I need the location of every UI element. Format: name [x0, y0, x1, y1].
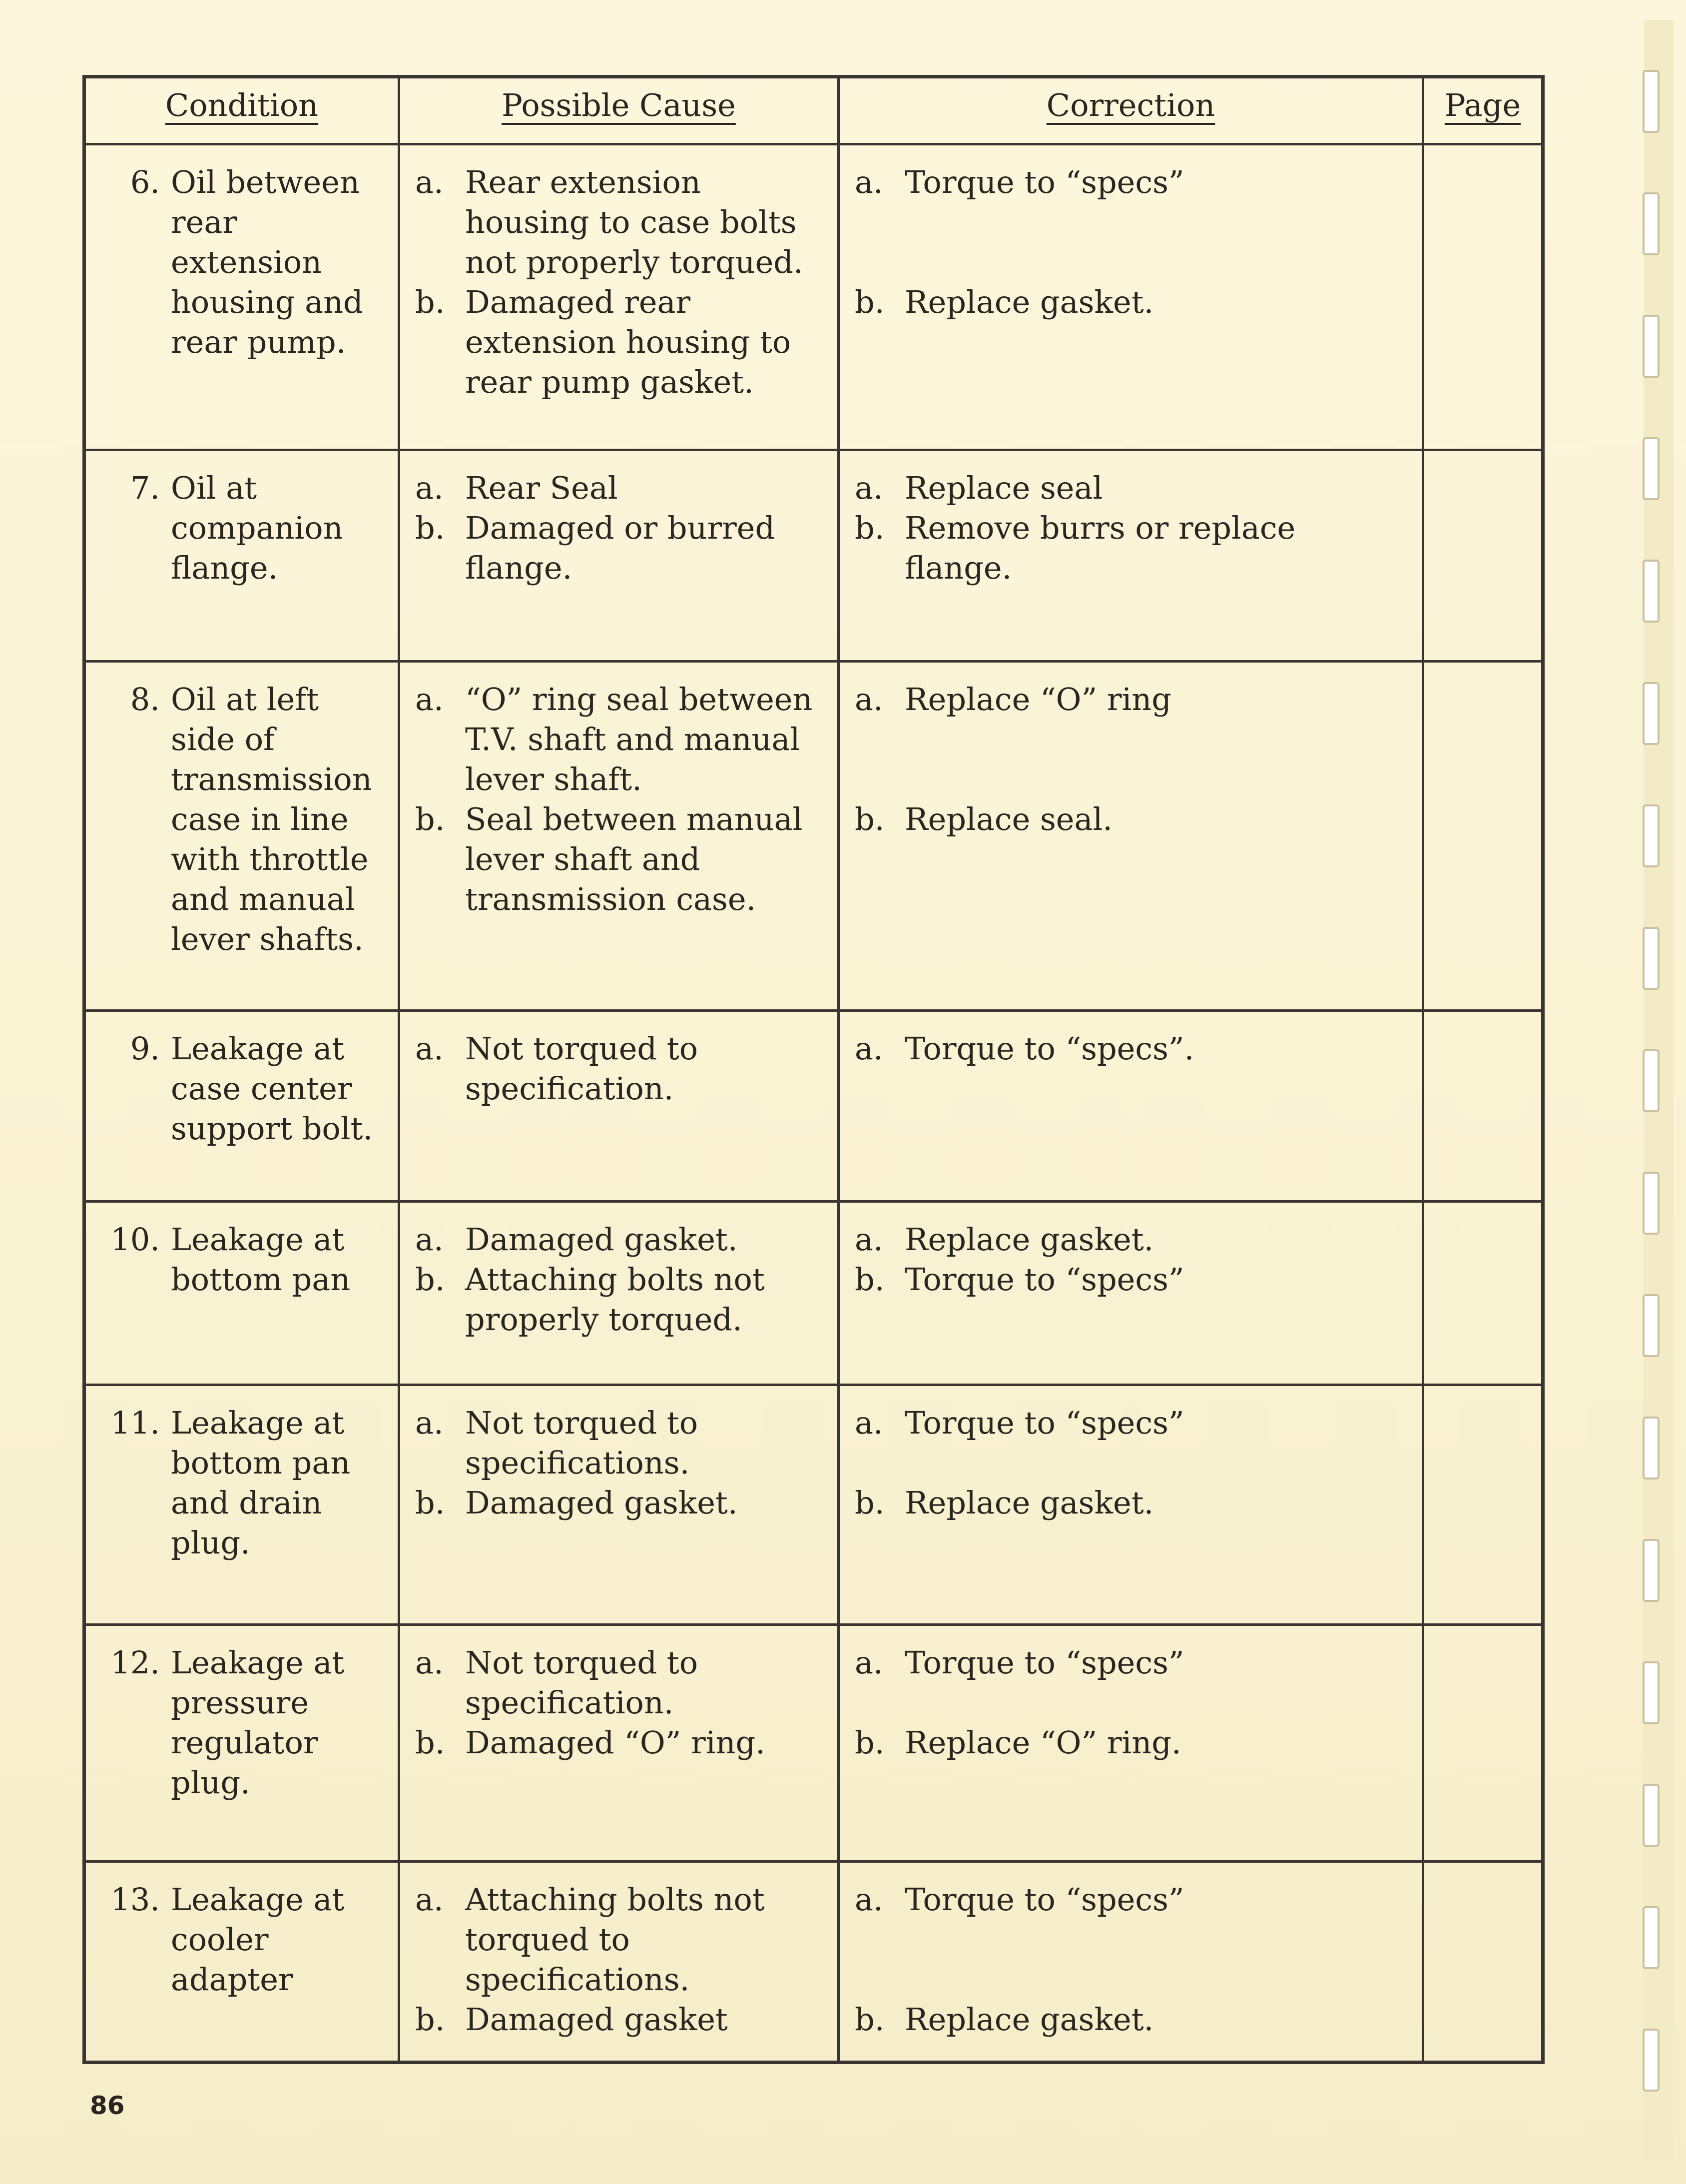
- perforation-hole: [1643, 1417, 1660, 1479]
- item-letter: a.: [855, 164, 883, 200]
- item-text: Rear Seal: [465, 470, 618, 506]
- condition-cell: [84, 1862, 399, 2063]
- correction-item: [855, 508, 1412, 588]
- header-possible-cause: Possible Cause: [399, 77, 839, 144]
- correction-item: [855, 2000, 1412, 2040]
- item-letter: a.: [855, 1405, 883, 1441]
- item-text: Damaged rear extension housing to rear pump gasket.: [465, 284, 791, 400]
- item-letter: b.: [415, 510, 445, 546]
- table-row: [84, 662, 1543, 1011]
- correction-item: [855, 1403, 1412, 1443]
- cause-item: [415, 680, 827, 799]
- table-row: [84, 1625, 1543, 1862]
- perforation-hole: [1643, 1906, 1660, 1969]
- possible-cause-cell: [399, 1385, 839, 1625]
- table-row: [84, 144, 1543, 450]
- item-text: Torque to “specs”: [905, 1261, 1184, 1298]
- item-text: Torque to “specs”.: [905, 1030, 1194, 1067]
- item-letter: a.: [415, 1030, 444, 1067]
- correction-cell: [839, 1011, 1423, 1202]
- item-text: Damaged gasket.: [465, 1484, 738, 1521]
- header-row: [84, 77, 1543, 144]
- item-letter: a.: [415, 1881, 444, 1918]
- item-letter: a.: [855, 1881, 883, 1918]
- condition-cell: [84, 144, 399, 450]
- cause-item: [415, 1723, 827, 1763]
- cause-item: [415, 1403, 827, 1483]
- correction-cell: [839, 1625, 1423, 1862]
- correction-cell: [839, 1202, 1423, 1385]
- perforation-hole: [1643, 682, 1660, 745]
- condition-cell: [84, 450, 399, 662]
- condition-text: Oil at left side of transmission case in line with throttle and manual lever shafts.: [171, 681, 372, 957]
- possible-cause-cell: [399, 450, 839, 662]
- page-cell: [1423, 450, 1543, 662]
- item-text: Seal between manual lever shaft and transmission case.: [465, 801, 803, 917]
- page-cell: [1423, 1862, 1543, 2063]
- row-number: 6.: [130, 164, 160, 200]
- header-page: Page: [1423, 77, 1543, 144]
- perforation-hole: [1643, 804, 1660, 867]
- correction-item: [855, 1880, 1412, 1920]
- item-letter: b.: [415, 1261, 445, 1298]
- item-letter: a.: [855, 1221, 883, 1258]
- page-cell: [1423, 662, 1543, 1011]
- row-number: 8.: [130, 681, 160, 718]
- row-number: 9.: [130, 1030, 160, 1067]
- item-text: Not torqued to specification.: [465, 1644, 698, 1721]
- correction-item: [855, 1643, 1412, 1683]
- correction-item: [855, 680, 1412, 720]
- item-letter: b.: [855, 2001, 885, 2038]
- condition-cell: [84, 1385, 399, 1625]
- header-correction: Correction: [839, 77, 1423, 144]
- possible-cause-cell: [399, 144, 839, 450]
- item-letter: a.: [855, 1030, 883, 1067]
- item-text: Attaching bolts not torqued to specifications.: [465, 1881, 765, 1998]
- cause-item: [415, 162, 827, 282]
- correction-cell: [839, 1862, 1423, 2063]
- correction-item: [855, 1029, 1412, 1069]
- item-text: “O” ring seal between T.V. shaft and manual lever shaft.: [465, 681, 813, 797]
- condition-text: Leakage at bottom pan: [171, 1221, 351, 1298]
- item-text: Replace gasket.: [905, 2001, 1154, 2038]
- correction-cell: [839, 144, 1423, 450]
- item-letter: b.: [855, 1724, 885, 1761]
- cause-item: [415, 1029, 827, 1109]
- item-letter: b.: [855, 801, 885, 837]
- page-cell: [1423, 1625, 1543, 1862]
- item-text: Replace “O” ring.: [905, 1724, 1181, 1761]
- item-text: Damaged or burred flange.: [465, 510, 775, 586]
- item-text: Replace gasket.: [905, 1484, 1154, 1521]
- cause-item: [415, 282, 827, 402]
- condition-cell: [84, 662, 399, 1011]
- correction-cell: [839, 450, 1423, 662]
- correction-item: [855, 1260, 1412, 1300]
- condition-text: Oil between rear extension housing and rear pump.: [171, 164, 363, 360]
- correction-item: [855, 282, 1412, 322]
- condition-text: Leakage at case center support bolt.: [171, 1030, 373, 1147]
- condition-text: Oil at companion flange.: [171, 470, 343, 586]
- table-row: [84, 1011, 1543, 1202]
- cause-item: [415, 1220, 827, 1260]
- cause-item: [415, 508, 827, 588]
- correction-cell: [839, 1385, 1423, 1625]
- row-number: 7.: [130, 470, 160, 506]
- possible-cause-cell: [399, 1625, 839, 1862]
- table-row: [84, 1862, 1543, 2063]
- correction-item: [855, 1723, 1412, 1763]
- item-text: Torque to “specs”: [905, 1405, 1184, 1441]
- row-number: 10.: [110, 1221, 160, 1258]
- item-text: Remove burrs or replace flange.: [905, 510, 1296, 586]
- item-letter: b.: [415, 801, 445, 837]
- possible-cause-cell: [399, 1862, 839, 2063]
- item-letter: b.: [415, 284, 445, 320]
- table-row: [84, 1385, 1543, 1625]
- table-row: [84, 450, 1543, 662]
- cause-item: [415, 1483, 827, 1523]
- item-letter: b.: [855, 1261, 885, 1298]
- condition-text: Leakage at pressure regulator plug.: [171, 1644, 345, 1801]
- perforation-hole: [1643, 1784, 1660, 1847]
- item-letter: a.: [415, 1221, 444, 1258]
- table-row: [84, 1202, 1543, 1385]
- item-text: Replace seal: [905, 470, 1103, 506]
- item-text: Not torqued to specifications.: [465, 1405, 698, 1481]
- perforation-hole: [1643, 1294, 1660, 1357]
- perforation-hole: [1643, 1661, 1660, 1724]
- item-letter: a.: [415, 681, 444, 718]
- item-text: Torque to “specs”: [905, 1644, 1184, 1681]
- perforation-hole: [1643, 315, 1660, 378]
- page-cell: [1423, 1011, 1543, 1202]
- item-letter: b.: [415, 2001, 445, 2038]
- perforation-hole: [1643, 1539, 1660, 1602]
- item-text: Torque to “specs”: [905, 1881, 1184, 1918]
- possible-cause-cell: [399, 1011, 839, 1202]
- row-number: 13.: [110, 1881, 160, 1918]
- possible-cause-cell: [399, 662, 839, 1011]
- condition-text: Leakage at bottom pan and drain plug.: [171, 1405, 351, 1561]
- item-letter: a.: [415, 470, 444, 506]
- page-cell: [1423, 1385, 1543, 1625]
- item-text: Torque to “specs”: [905, 164, 1184, 200]
- item-text: Damaged gasket: [465, 2001, 728, 2038]
- perforation-hole: [1643, 70, 1660, 133]
- row-number: 11.: [110, 1405, 160, 1441]
- page-cell: [1423, 1202, 1543, 1385]
- item-letter: b.: [855, 284, 885, 320]
- perforation-hole: [1643, 2029, 1660, 2092]
- correction-item: [855, 1220, 1412, 1260]
- item-text: Replace gasket.: [905, 1221, 1154, 1258]
- cause-item: [415, 1880, 827, 2000]
- condition-cell: [84, 1625, 399, 1862]
- item-letter: a.: [415, 1644, 444, 1681]
- possible-cause-cell: [399, 1202, 839, 1385]
- condition-text: Leakage at cooler adapter: [171, 1881, 345, 1998]
- perforation-hole: [1643, 1172, 1660, 1235]
- perforation-hole: [1643, 192, 1660, 255]
- correction-item: [855, 799, 1412, 839]
- item-letter: a.: [855, 470, 883, 506]
- page-cell: [1423, 144, 1543, 450]
- item-letter: b.: [855, 510, 885, 546]
- item-text: Not torqued to specification.: [465, 1030, 698, 1107]
- item-text: Damaged gasket.: [465, 1221, 738, 1258]
- item-text: Rear extension housing to case bolts not properly torqued.: [465, 164, 803, 280]
- item-letter: a.: [415, 1405, 444, 1441]
- item-letter: a.: [855, 681, 883, 718]
- header-condition: Condition: [84, 77, 399, 144]
- correction-item: [855, 162, 1412, 202]
- perforation-hole: [1643, 927, 1660, 990]
- item-letter: b.: [415, 1724, 445, 1761]
- correction-item: [855, 1483, 1412, 1523]
- item-letter: a.: [855, 1644, 883, 1681]
- item-text: Replace seal.: [905, 801, 1113, 837]
- item-text: Damaged “O” ring.: [465, 1724, 765, 1761]
- item-letter: a.: [415, 164, 444, 200]
- item-text: Replace “O” ring: [905, 681, 1171, 718]
- cause-item: [415, 799, 827, 919]
- correction-item: [855, 468, 1412, 508]
- condition-cell: [84, 1202, 399, 1385]
- cause-item: [415, 468, 827, 508]
- cause-item: [415, 1643, 827, 1723]
- perforation-hole: [1643, 1049, 1660, 1112]
- row-number: 12.: [110, 1644, 160, 1681]
- item-text: Attaching bolts not properly torqued.: [465, 1261, 765, 1338]
- perforation-hole: [1643, 437, 1660, 500]
- correction-cell: [839, 662, 1423, 1011]
- perforation-hole: [1643, 560, 1660, 623]
- item-letter: b.: [855, 1484, 885, 1521]
- condition-cell: [84, 1011, 399, 1202]
- troubleshooting-table: [82, 75, 1545, 2064]
- cause-item: [415, 1260, 827, 1340]
- page-number: 86: [90, 2091, 125, 2120]
- item-letter: b.: [415, 1484, 445, 1521]
- item-text: Replace gasket.: [905, 284, 1154, 320]
- cause-item: [415, 2000, 827, 2040]
